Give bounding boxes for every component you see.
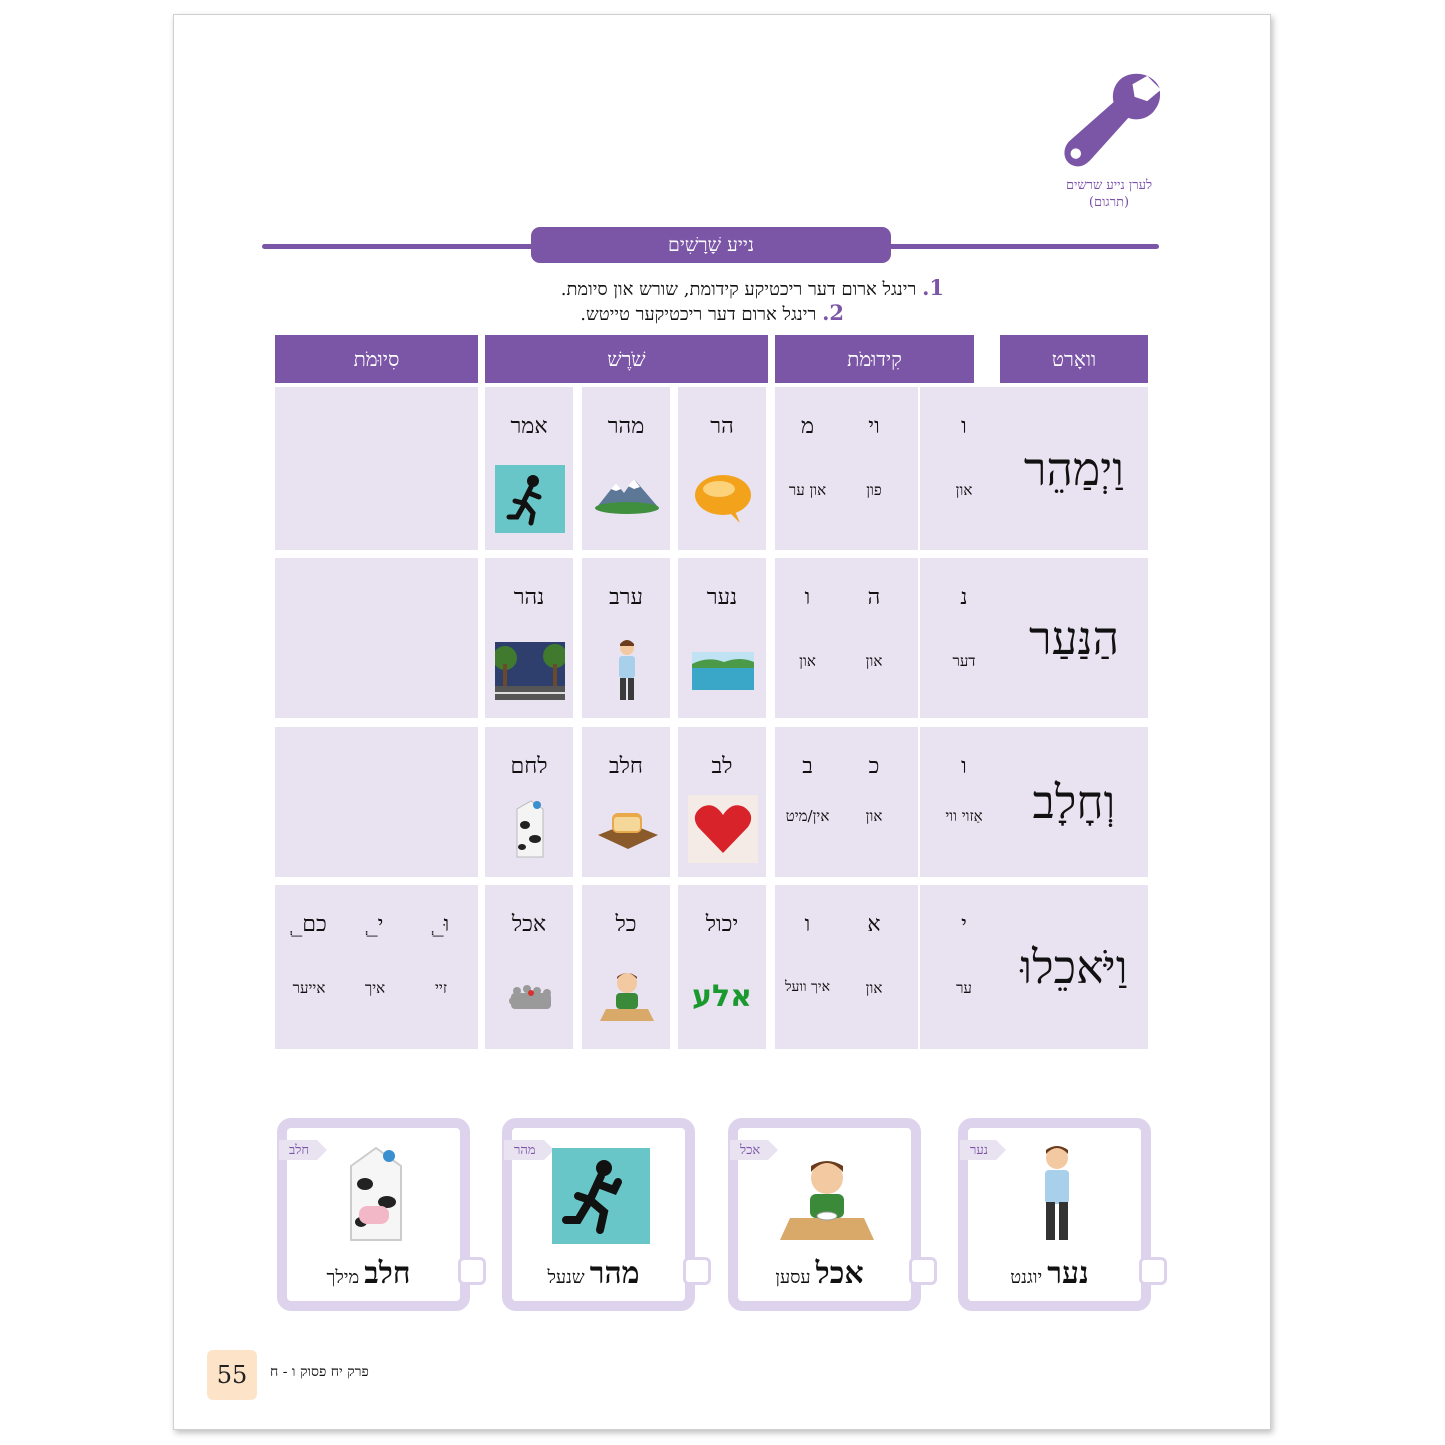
suffix-meaning: אייער [292,979,326,997]
header-suffix: סִיוּמֹת [275,335,478,383]
root-option[interactable] [485,558,573,718]
prefix-letter: ו [961,754,967,779]
suffix-letter[interactable]: ְ_כם [291,912,327,937]
root-option[interactable] [582,387,670,550]
card-translation: שנעל [547,1267,585,1288]
section-title: נייע שָׁרָשִׁים [531,227,891,263]
instruction-2 [324,301,844,327]
word-cell: הַנַּעַר [1000,558,1148,718]
vocab-card [277,1118,470,1311]
prefix-option[interactable] [830,387,918,550]
prefix-letter: א [867,912,881,937]
lake-icon [688,636,758,704]
suffix-cell[interactable] [275,885,478,1049]
suffix-meaning: איך [364,979,386,997]
root-option[interactable] [485,387,573,550]
prefix-meaning: און ער [788,481,827,499]
root-option[interactable] [582,885,670,1049]
speech-bubble-icon [688,465,758,533]
word-cell: וַיֹּאכֵלוּ [1000,885,1148,1049]
root-option[interactable] [485,885,573,1049]
card-checkbox[interactable] [1139,1257,1167,1285]
root-option[interactable] [582,558,670,718]
prefix-option[interactable] [920,387,1008,550]
card-caption [522,1256,665,1291]
root-option[interactable] [678,885,766,1049]
suffix-cell[interactable] [275,387,478,550]
word-cell: וַיְמַהֵר [1000,387,1148,550]
eating-boy-icon [772,1140,882,1244]
page-number: 55 [207,1350,257,1400]
suffix-cell[interactable] [275,558,478,718]
heart-icon [688,795,758,863]
prefix-letter: ה [867,585,881,610]
prefix-letter: ב [802,754,813,779]
milk-icon [321,1140,431,1244]
prefix-letter: נ [960,585,968,610]
instruction-2-text: רינגל ארום דער ריכטיקער טייטש. [580,304,823,325]
card-checkbox[interactable] [909,1257,937,1285]
prefix-meaning: און [865,652,883,670]
vocab-card [958,1118,1151,1311]
vocab-card [728,1118,921,1311]
corner-caption [1034,177,1184,211]
prefix-meaning: דער [952,652,976,670]
prefix-option[interactable] [920,727,1008,877]
prefix-option[interactable] [830,558,918,718]
workbook-page [173,14,1271,1430]
boy-icon [592,636,662,704]
card-caption [297,1256,440,1291]
prefix-letter: ו [804,912,811,937]
instruction-1-text: רינגל ארום דער ריכטיקע קידומת, שורש און סיומת. [560,279,923,300]
root-letters: נהר [513,585,545,610]
root-letters: אמר [510,414,548,439]
root-letters: כל [615,912,637,937]
mountain-icon [592,465,662,533]
prefix-meaning: איך וועל [784,979,831,995]
prefix-meaning: און [865,807,883,825]
prefix-option[interactable] [920,885,1008,1049]
vocab-card [502,1118,695,1311]
prefix-option[interactable] [830,727,918,877]
prefix-option[interactable] [920,558,1008,718]
crowd-icon [495,963,565,1031]
card-tag: נער [960,1140,996,1160]
prefix-meaning: און [865,979,883,997]
instruction-1 [324,276,944,302]
card-checkbox[interactable] [458,1257,486,1285]
prefix-option[interactable] [830,885,918,1049]
prefix-meaning: און [799,652,816,670]
prefix-letter: וי [868,414,880,439]
suffix-cell[interactable] [275,727,478,877]
prefix-option[interactable] [775,885,840,1049]
prefix-option[interactable] [775,387,840,550]
root-option[interactable] [678,558,766,718]
card-translation: מילך [326,1267,360,1288]
card-translation: יוגנט [1010,1267,1043,1288]
card-word: מהר [589,1256,640,1291]
card-translation: עסען [775,1267,811,1288]
card-caption [748,1256,891,1291]
root-option[interactable] [582,727,670,877]
prefix-meaning: ער [956,979,972,997]
card-tag: אכל [730,1140,768,1160]
runner-icon [546,1140,656,1244]
root-letters: אכל [511,912,547,937]
root-letters: ערב [609,585,643,610]
eating-boy-icon [592,963,662,1031]
instruction-1-number: 1. [922,275,944,300]
chapter-reference: פרק יח פסוק ו - ח [270,1364,369,1380]
card-checkbox[interactable] [683,1257,711,1285]
boy-icon [1002,1140,1112,1244]
card-caption [978,1256,1121,1291]
root-letters: הר [710,414,734,439]
root-letters: לחם [510,754,548,779]
prefix-meaning: פון [866,481,882,499]
instruction-2-number: 2. [822,300,844,325]
suffix-letter[interactable]: ְ_וּ [432,912,450,937]
prefix-letter: כ [868,754,880,779]
header-word: וואָרט [1000,335,1148,383]
word-cell: וְחָלָב [1000,727,1148,877]
card-tag: מהר [504,1140,544,1160]
header-root: שֹׁרֶשׁ [485,335,768,383]
root-letters: יכול [705,912,739,937]
prefix-letter: ו [804,585,811,610]
root-option[interactable] [678,727,766,877]
card-word: חלב [364,1256,411,1291]
alef-text-picture: אלע [692,979,752,1014]
prefix-meaning: אַזוי ווי [945,807,983,825]
root-option[interactable] [678,387,766,550]
suffix-meaning: זיי [434,979,448,997]
prefix-meaning: און [955,481,973,499]
bread-icon [592,795,662,863]
runner-icon [495,465,565,533]
card-word: נער [1047,1256,1089,1291]
evening-street-icon [495,636,565,704]
prefix-letter: י [961,912,967,937]
root-option[interactable] [485,727,573,877]
corner-caption-line1: לערן נייע שרשים [1065,178,1153,193]
root-letters: מהר [607,414,645,439]
prefix-option[interactable] [775,727,840,877]
prefix-letter: ו [961,414,967,439]
milk-icon [495,795,565,863]
suffix-letter[interactable]: ְ_י [366,912,384,937]
corner-caption-line2: (תרגום) [1088,195,1130,210]
card-word: אכל [815,1256,864,1291]
root-letters: נער [706,585,738,610]
prefix-option[interactable] [775,558,840,718]
wrench-icon [1059,65,1164,175]
prefix-letter: מ [800,414,815,439]
header-prefix: קִידוּמֹת [775,335,974,383]
root-letters: חלב [609,754,643,779]
prefix-meaning: אין/מיט [785,807,830,825]
root-letters: לב [711,754,733,779]
card-tag: חלב [279,1140,317,1160]
